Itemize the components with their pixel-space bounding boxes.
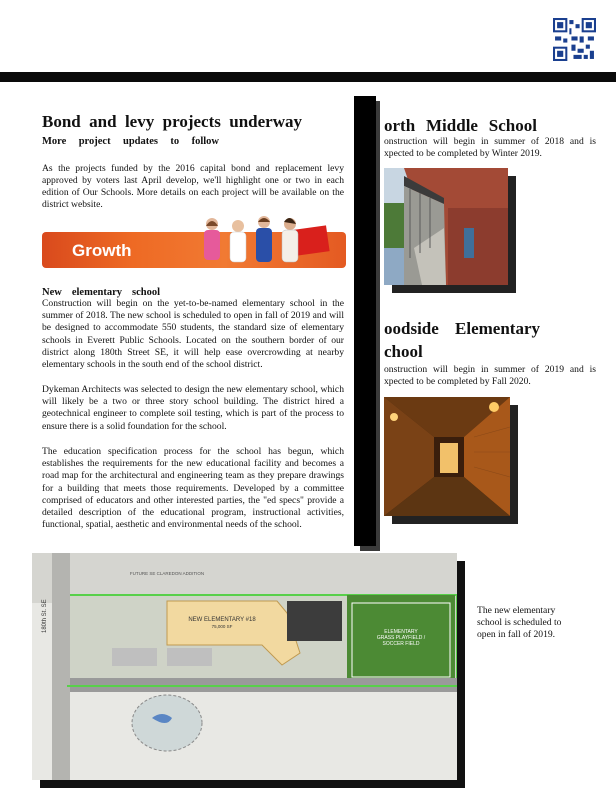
woodside-text: onstruction will begin in summer of 2019 and is xpected to be completed by Fall 2020. (384, 364, 596, 388)
column-divider (354, 96, 376, 546)
students-photo (190, 212, 330, 268)
svg-text:NEW ELEMENTARY #18: NEW ELEMENTARY #18 (188, 617, 256, 623)
svg-text:180th St. SE: 180th St. SE (42, 599, 48, 633)
svg-text:75,000 SF: 75,000 SF (211, 624, 233, 629)
paragraph: Construction will begin on the yet-to-be-named elementary school in the summer of 2018. The new school is scheduled to open in fall of 2019 and will be designed to accommodate 550 students, the standard size of elementary schools in Everett Public Schools. Located on the southern border of our district along 180th Street SE, it will help ease overcrowding at nearby elementary schools in the south end of the school district. (42, 298, 344, 371)
north-title: orth Middle School (384, 116, 537, 135)
article-title: Bond and levy projects underway (42, 112, 302, 131)
map-caption: The new elementary school is scheduled to open in fall of 2019. (477, 605, 562, 640)
svg-text:FUTURE SE CLAREDON ADDITION: FUTURE SE CLAREDON ADDITION (129, 571, 205, 576)
growth-label: Growth (72, 241, 132, 260)
north-middle-school-photo (384, 168, 508, 285)
svg-text:SOCCER FIELD: SOCCER FIELD (382, 641, 420, 647)
header-rule (0, 72, 616, 82)
svg-text:GRASS PLAYFIELD /: GRASS PLAYFIELD / (376, 635, 426, 641)
site-plan-map (32, 553, 457, 780)
woodside-title: oodside Elementary (384, 319, 540, 338)
woodside-title-line2: chool (384, 342, 423, 361)
qr-code-icon (553, 18, 596, 61)
north-text: onstruction will begin in summer of 2018 and is xpected to be completed by Winter 2019. (384, 136, 596, 160)
paragraph: Dykeman Architects was selected to design the new elementary school, which will likely be a two or three story school building. The district hired a geotechnical engineer to complete soil testing, which is part of the process to ensure there is a solid foundation for the school. (42, 384, 344, 432)
paragraph: The education specification process for the school has begun, which establishes the requirements for the new educational facility and becomes a road map for the architectural and engineering team as they prepare drawings for a building that meets those requirements. Developed by a committee comprised of educators and other interested parties, the "ed specs" provide a detailed description of the educational program, instructional activities, functional, spatial, aesthetic and environmental needs of the school. (42, 446, 344, 531)
svg-text:ELEMENTARY: ELEMENTARY (384, 629, 418, 635)
section-heading: New elementary school (42, 287, 160, 298)
article-subtitle: More project updates to follow (42, 136, 219, 147)
woodside-elementary-photo (384, 397, 510, 516)
intro-paragraph: As the projects funded by the 2016 capital bond and replacement levy approved by voters last April develop, we'll highlight one or two in each edition of Our Schools. More details on each project will be available on the district website. (42, 163, 344, 211)
